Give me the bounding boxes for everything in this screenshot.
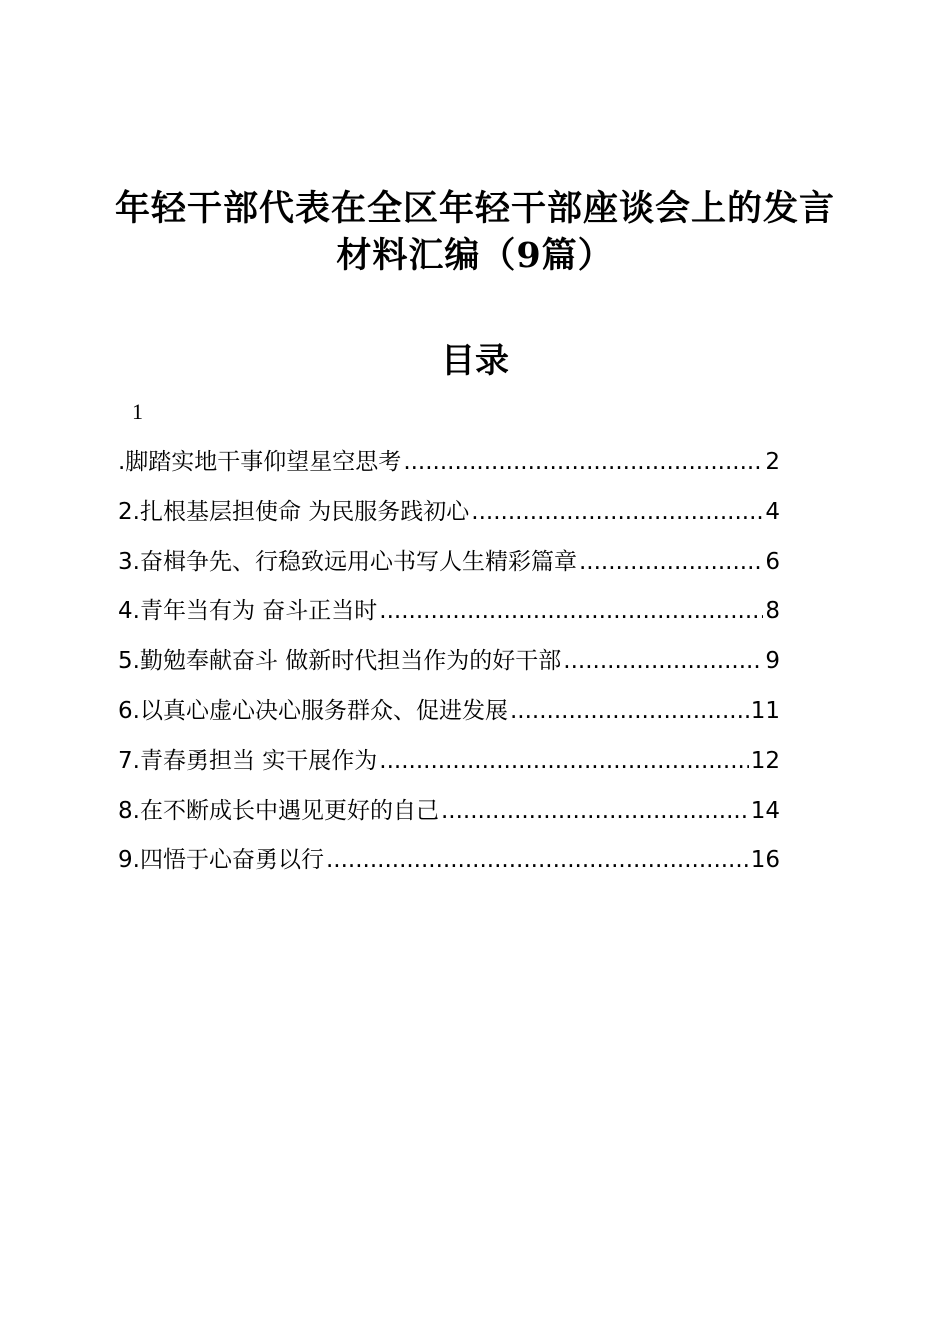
- toc-leader-dots: [379, 593, 763, 629]
- toc-entry-page: 14: [750, 797, 780, 824]
- toc-entry-8[interactable]: [118, 793, 780, 843]
- toc-entry-2[interactable]: [118, 494, 780, 544]
- toc-entry-page: 6: [765, 548, 780, 575]
- toc-entry-page: 16: [750, 847, 780, 874]
- toc-entry-title: 2.扎根基层担使命 为民服务践初心: [118, 498, 470, 525]
- toc-entry-page: 9: [765, 648, 780, 675]
- toc-entry-1[interactable]: [118, 444, 780, 494]
- toc-entry-page: 8: [765, 598, 780, 625]
- toc-entry-3[interactable]: [118, 544, 780, 594]
- toc-entry-title: 8.在不断成长中遇见更好的自己: [118, 797, 439, 824]
- toc-entry-title: .脚踏实地干事仰望星空思考: [118, 449, 402, 475]
- toc-entry-page: 2: [765, 449, 780, 475]
- toc-entry-title: 3.奋楫争先、行稳致远用心书写人生精彩篇章: [118, 548, 577, 575]
- toc-entry-title: 7.青春勇担当 实干展作为: [118, 747, 378, 774]
- document-title-line-2: 材料汇编（9篇）: [336, 235, 614, 276]
- toc-leader-dots: [510, 693, 749, 729]
- toc-entry-6[interactable]: [118, 693, 780, 743]
- toc-entry-4[interactable]: [118, 593, 780, 643]
- stray-number: 1: [132, 399, 143, 424]
- toc-leader-dots: [579, 544, 763, 580]
- document-title-line-1: 年轻干部代表在全区年轻干部座谈会上的发言: [114, 188, 835, 229]
- toc-entry-title: 6.以真心虚心决心服务群众、促进发展: [118, 697, 508, 724]
- toc-entry-page: 12: [750, 747, 780, 774]
- toc-entry-title: 9.四悟于心奋勇以行: [118, 847, 324, 874]
- toc-leader-dots: [441, 793, 749, 829]
- toc-leader-dots: [471, 494, 763, 530]
- toc-entry-5[interactable]: [118, 643, 780, 693]
- toc-leader-dots: [563, 643, 763, 679]
- toc-entry-7[interactable]: [118, 743, 780, 793]
- table-of-contents: [118, 444, 780, 892]
- toc-heading: 目录: [441, 341, 509, 381]
- toc-leader-dots: [379, 743, 748, 779]
- toc-entry-page: 11: [750, 697, 780, 724]
- toc-entry-title: 5.勤勉奉献奋斗 做新时代担当作为的好干部: [118, 648, 562, 675]
- toc-entry-9[interactable]: [118, 842, 780, 892]
- toc-entry-page: 4: [765, 498, 780, 525]
- toc-leader-dots: [326, 842, 749, 878]
- toc-leader-dots: [403, 444, 763, 480]
- toc-entry-title: 4.青年当有为 奋斗正当时: [118, 598, 378, 625]
